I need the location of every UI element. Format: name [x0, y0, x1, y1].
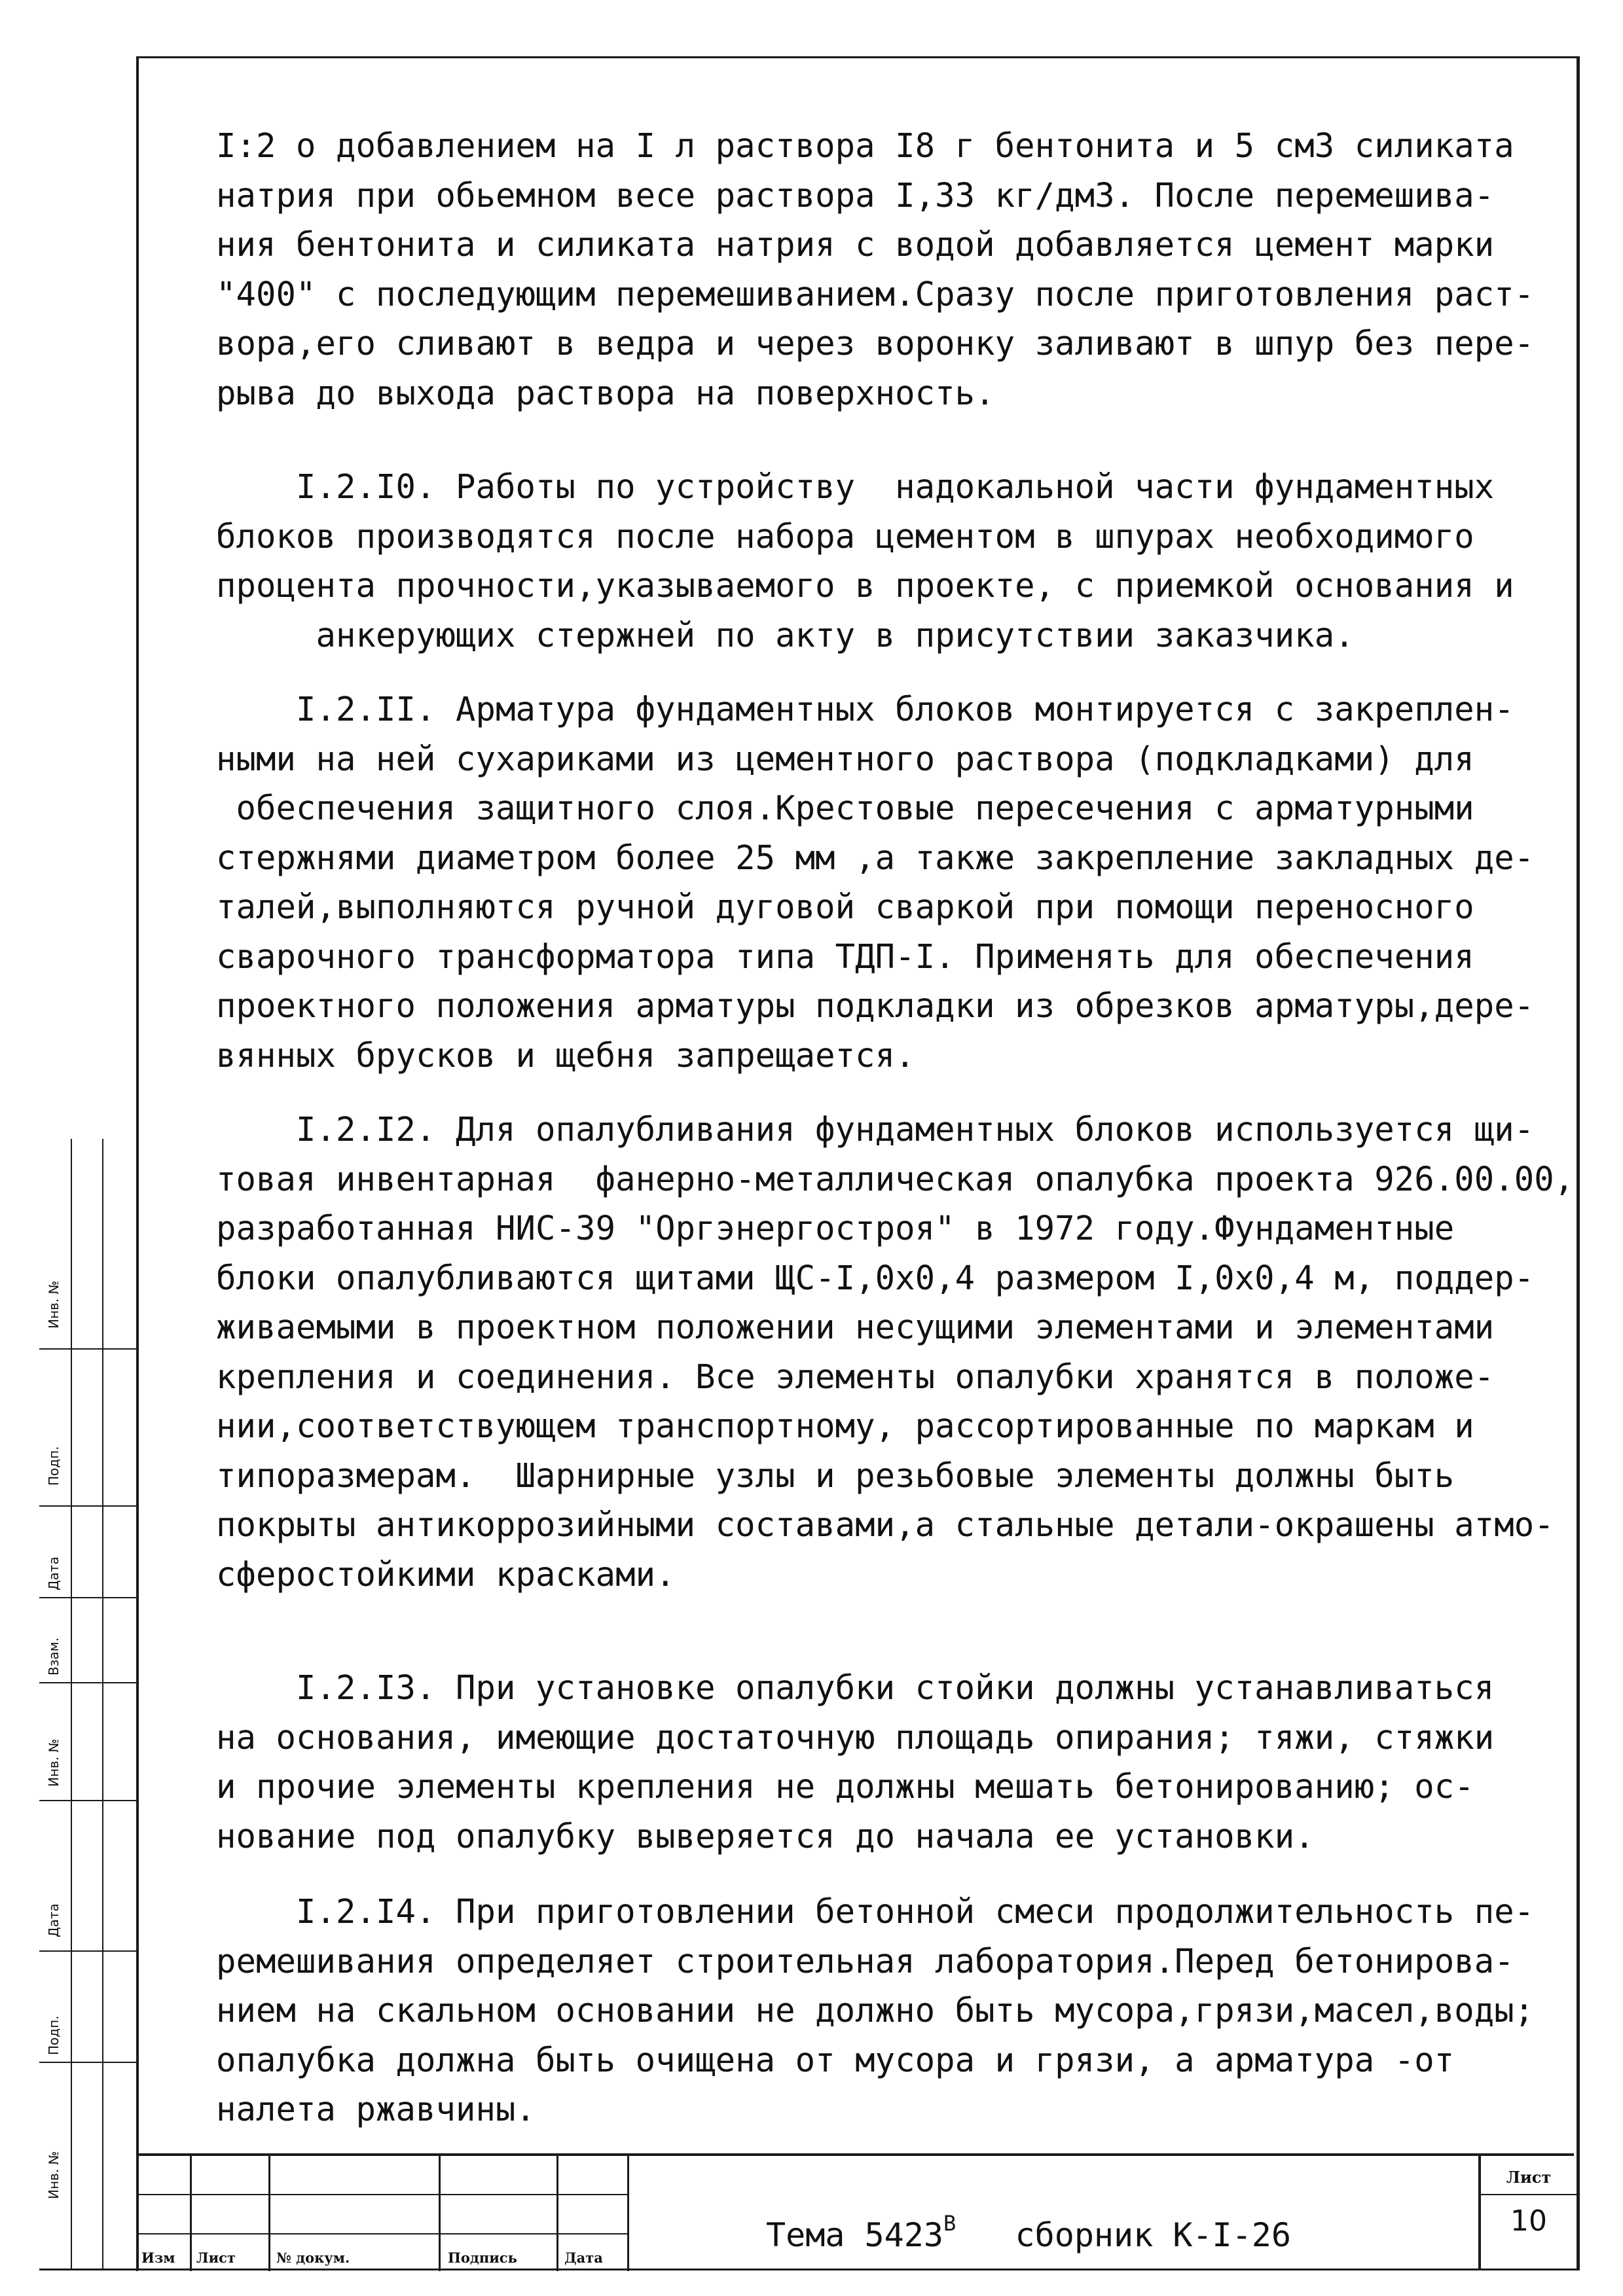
text-line: ными на ней сухариками из цементного раствора (подкладками) для — [216, 739, 1474, 778]
side-stamp-label: Инв. № — [46, 1280, 62, 1329]
text-line: I:2 о добавлением на I л раствора I8 г бентонита и 5 см3 силиката — [216, 126, 1514, 165]
text-line: процента прочности,указываемого в проекте, с приемкой основания и — [216, 566, 1514, 605]
side-stamp-label: Подп. — [46, 1446, 62, 1486]
title-block-col-date: Дата — [564, 2250, 603, 2266]
text-line: покрыты антикоррозийными составами,а стальные детали-окрашены атмо- — [216, 1505, 1554, 1544]
text-line: на основания, имеющие достаточную площадь опирания; тяжи, стяжки — [216, 1717, 1495, 1757]
text-line: обеспечения защитного слоя.Крестовые пересечения с арматурными — [216, 789, 1474, 827]
sheet-label: Лист — [1506, 2168, 1552, 2187]
text-line: вянных брусков и щебня запрещается. — [216, 1035, 915, 1075]
collection-label: сборник К-I-26 — [1015, 2216, 1291, 2254]
side-stamp — [39, 1139, 138, 2269]
text-line: нии,соответствующем транспортному, рассортированные по маркам и — [216, 1407, 1474, 1445]
title-block-col-sign: Подпись — [448, 2250, 517, 2266]
paragraph-1-2-13 — [216, 1663, 1545, 1861]
text-line: I.2.I3. При установке опалубки стойки должны устанавливаться — [216, 1668, 1495, 1707]
paragraph-1-2-11 — [216, 685, 1545, 1080]
text-line: сварочного трансформатора типа ТДП-I. Применять для обеспечения — [216, 937, 1474, 976]
text-line: типоразмерам. Шарнирные узлы и резьбовые элементы должны быть — [216, 1456, 1455, 1495]
side-stamp-label: Дата — [46, 1556, 62, 1590]
sheet-number: 10 — [1510, 2204, 1547, 2238]
text-line: блоков производятся после набора цементом в шпурах необходимого — [216, 516, 1474, 556]
text-line: разработанная НИС-39 "Оргэнергостроя" в 1972 году.Фундаментные — [216, 1209, 1455, 1247]
side-stamp-label: Дата — [46, 1903, 62, 1937]
side-stamp-label: Инв. № — [46, 2151, 62, 2199]
text-line: опалубка должна быть очищена от мусора и грязи, а арматура -от — [216, 2040, 1455, 2079]
text-line: крепления и соединения. Все элементы опалубки хранятся в положе- — [216, 1357, 1495, 1396]
paragraph-1-2-14 — [216, 1887, 1545, 2134]
text-line: I.2.I2. Для опалубливания фундаментных блоков используется щи- — [216, 1110, 1535, 1149]
text-line: рыва до выхода раствора на поверхность. — [216, 373, 995, 412]
title-block-col-list: Лист — [196, 2250, 236, 2266]
text-line: ремешивания определяет строительная лаборатория.Перед бетонирова- — [216, 1941, 1514, 1981]
text-line: и прочие элементы крепления не должны мешать бетонированию; ос- — [216, 1767, 1474, 1806]
document-body — [216, 121, 1575, 2134]
text-line: сферостойкими красками. — [216, 1554, 676, 1594]
text-line: налета ржавчины. — [216, 2090, 536, 2128]
text-line: вора,его сливают в ведра и через воронку заливают в шпур без пере- — [216, 324, 1535, 363]
title-block-col-izm: Изм — [141, 2250, 175, 2266]
text-line: I.2.I0. Работы по устройству надокальной части фундаментных — [216, 467, 1495, 506]
text-line: нием на скальном основании не должно быть мусора,грязи,масел,воды; — [216, 1991, 1535, 2030]
side-stamp-label: Подп. — [46, 2015, 62, 2055]
theme-superscript: В — [943, 2211, 957, 2236]
bottom-border — [39, 2269, 1578, 2270]
text-line: нование под опалубку выверяется до начала ее установки. — [216, 1816, 1315, 1856]
text-line: натрия при обьемном весе раствора I,33 кг/дм3. После перемешива- — [216, 175, 1495, 215]
document-designation — [766, 2211, 1291, 2254]
text-line: анкерующих стержней по акту в присутствии заказчика. — [216, 615, 1355, 655]
text-line: талей,выполняются ручной дуговой сваркой при помощи переносного — [216, 888, 1474, 926]
text-line: живаемыми в проектном положении несущими элементами и элементами — [216, 1308, 1495, 1346]
text-line: проектного положения арматуры подкладки из обрезков арматуры,дере- — [216, 986, 1535, 1025]
sheet-number-box — [1478, 2153, 1577, 2269]
theme-label: Тема 5423 — [766, 2216, 943, 2254]
paragraph-1-2-12 — [216, 1105, 1575, 1599]
text-line: товая инвентарная фанерно-металлическая опалубка проекта 926.00.00, — [216, 1159, 1575, 1198]
paragraph-1-2-10 — [216, 462, 1545, 660]
text-line: ния бентонита и силиката натрия с водой добавляется цемент марки — [216, 225, 1495, 264]
text-line: блоки опалубливаются щитами ЩС-I,0х0,4 размером I,0х0,4 м, поддер- — [216, 1258, 1535, 1297]
text-line: "400" с последующим перемешиванием.Сразу после приготовления раст- — [216, 274, 1535, 314]
side-stamp-label: Взам. — [46, 1637, 62, 1676]
text-line: I.2.II. Арматура фундаментных блоков монтируется с закреплен- — [216, 690, 1514, 728]
title-block-col-doc: № докум. — [276, 2250, 350, 2266]
side-stamp-label: Инв. № — [46, 1738, 62, 1787]
paragraph-intro — [216, 121, 1545, 418]
text-line: I.2.I4. При приготовлении бетонной смеси продолжительность пе- — [216, 1892, 1535, 1931]
text-line: стержнями диаметром более 25 мм ,а также закрепление закладных де- — [216, 838, 1535, 877]
